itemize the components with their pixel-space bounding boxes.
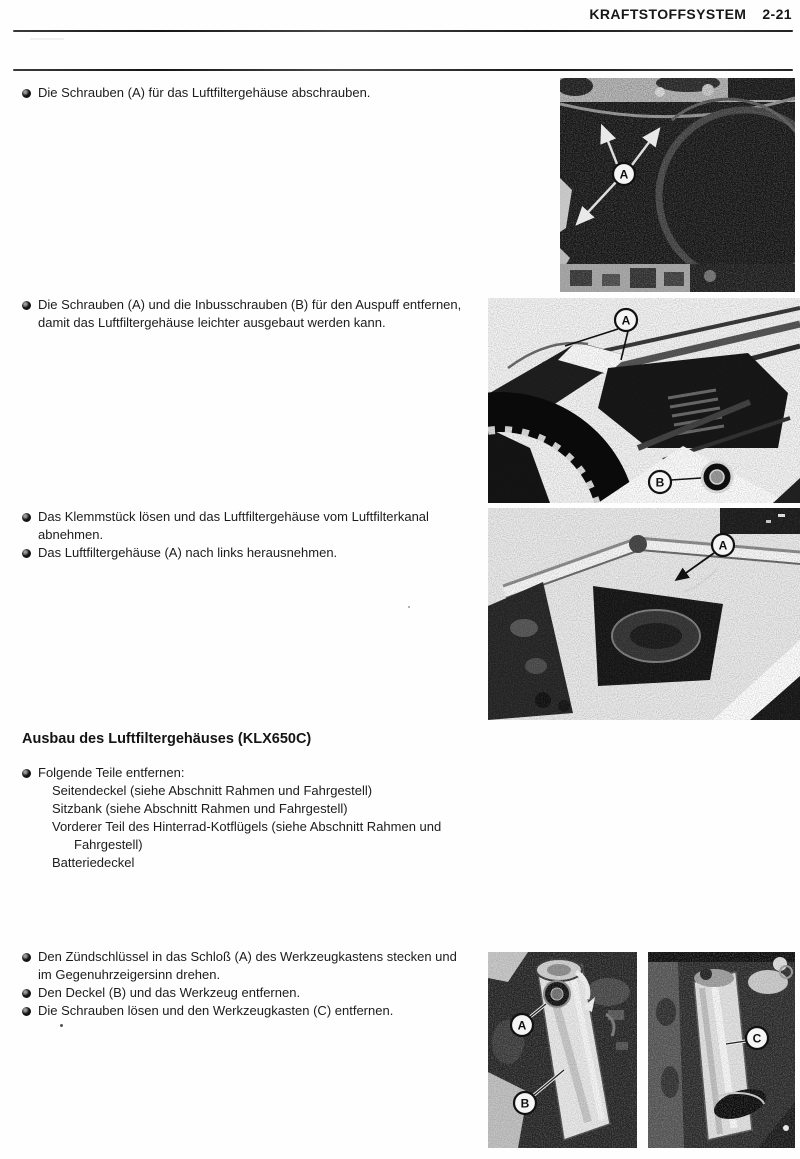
figure-toolbox-lock (488, 952, 637, 1148)
figure-label-c: C (752, 1031, 762, 1046)
figure-label-marker (514, 1092, 536, 1114)
step-text: Folgende Teile entfernen: (38, 765, 185, 780)
section-heading: Ausbau des Luftfiltergehäuses (KLX650C) (22, 731, 312, 747)
figure-label-a: A (517, 1018, 527, 1033)
figure-label-marker (712, 534, 734, 556)
parts-list-item: Sitzbank (siehe Abschnitt Rahmen und Fahrgestell) (52, 801, 348, 816)
figure-label-a: A (621, 313, 631, 328)
step-toolbox-group (22, 948, 474, 1020)
figure-label-marker (511, 1014, 533, 1036)
page-header (589, 6, 792, 22)
bullet-icon (22, 513, 31, 522)
divider-top (13, 30, 793, 32)
scan-artifact-dot (60, 1024, 63, 1027)
step-text-line (22, 508, 474, 544)
figure-label-marker (615, 309, 637, 331)
step-text: Die Schrauben lösen und den Werkzeugkasten (C) entfernen. (38, 1003, 394, 1018)
step-text: Das Klemmstück lösen und das Luftfiltergehäuse vom Luftfilterkanal abnehmen. (38, 509, 429, 542)
figure-label-marker (649, 471, 671, 493)
bullet-icon (22, 953, 31, 962)
step-remove-parts-group (22, 764, 492, 872)
step-text: Die Schrauben (A) und die Inbusschrauben (B) für den Auspuff entfernen, damit das Luftfiltergehäuse leichter ausgebaut werden kann. (38, 297, 462, 330)
divider-second (13, 69, 793, 71)
bullet-icon (22, 769, 31, 778)
step-text: Das Luftfiltergehäuse (A) nach links herausnehmen. (38, 545, 338, 560)
figure-label-marker (746, 1027, 768, 1049)
step-remove-airbox-screws (22, 84, 477, 102)
parts-list-item: Batteriedeckel (52, 855, 135, 870)
figure-label-marker (613, 163, 635, 185)
bullet-icon (22, 989, 31, 998)
bullet-icon (22, 1007, 31, 1016)
figure-label-b: B (655, 475, 665, 490)
step-text: Den Zündschlüssel in das Schloß (A) des Werkzeugkastens stecken und im Gegenuhrzeigersinn drehen. (38, 949, 457, 982)
page-number: 2-21 (762, 6, 792, 22)
step-text-line (22, 84, 477, 102)
chapter-title: KRAFTSTOFFSYSTEM (589, 6, 747, 22)
parts-list-item: Seitendeckel (siehe Abschnitt Rahmen und Fahrgestell) (52, 783, 373, 798)
parts-list (22, 782, 470, 872)
figure-airbox-removal (488, 508, 800, 720)
step-text-line (22, 984, 474, 1002)
bullet-icon (22, 549, 31, 558)
scan-artifact-dot (408, 606, 410, 608)
scan-noise-overlay (560, 78, 795, 292)
step-text: Die Schrauben (A) für das Luftfiltergehäuse abschrauben. (38, 85, 371, 100)
figure-label-a: A (619, 167, 629, 182)
step-text-line (22, 296, 474, 332)
step-text-line (22, 948, 474, 984)
scan-noise-overlay (488, 298, 800, 503)
step-release-clamp-group (22, 508, 474, 562)
figure-exhaust-bolts-image (488, 298, 800, 503)
figure-airbox-screws-image (560, 78, 795, 292)
figure-toolbox-lock-image (488, 952, 637, 1148)
figure-airbox-screws (560, 78, 795, 292)
step-text: Den Deckel (B) und das Werkzeug entfernen. (38, 985, 301, 1000)
step-text-line (22, 544, 474, 562)
figure-toolbox-removal (648, 952, 795, 1148)
figure-label-a: A (718, 538, 728, 553)
figure-label-b: B (520, 1096, 530, 1111)
step-text-line (22, 1002, 474, 1020)
bullet-icon (22, 89, 31, 98)
figure-toolbox-removal-image (648, 952, 795, 1148)
figure-exhaust-bolts (488, 298, 800, 503)
bullet-icon (22, 301, 31, 310)
step-text-line (22, 764, 492, 782)
figure-airbox-removal-image (488, 508, 800, 720)
step-remove-exhaust-screws (22, 296, 474, 332)
parts-list-item: Vorderer Teil des Hinterrad-Kotflügels (siehe Abschnitt Rahmen und Fahrgestell) (52, 819, 442, 852)
scan-artifact-smudge (30, 38, 64, 40)
